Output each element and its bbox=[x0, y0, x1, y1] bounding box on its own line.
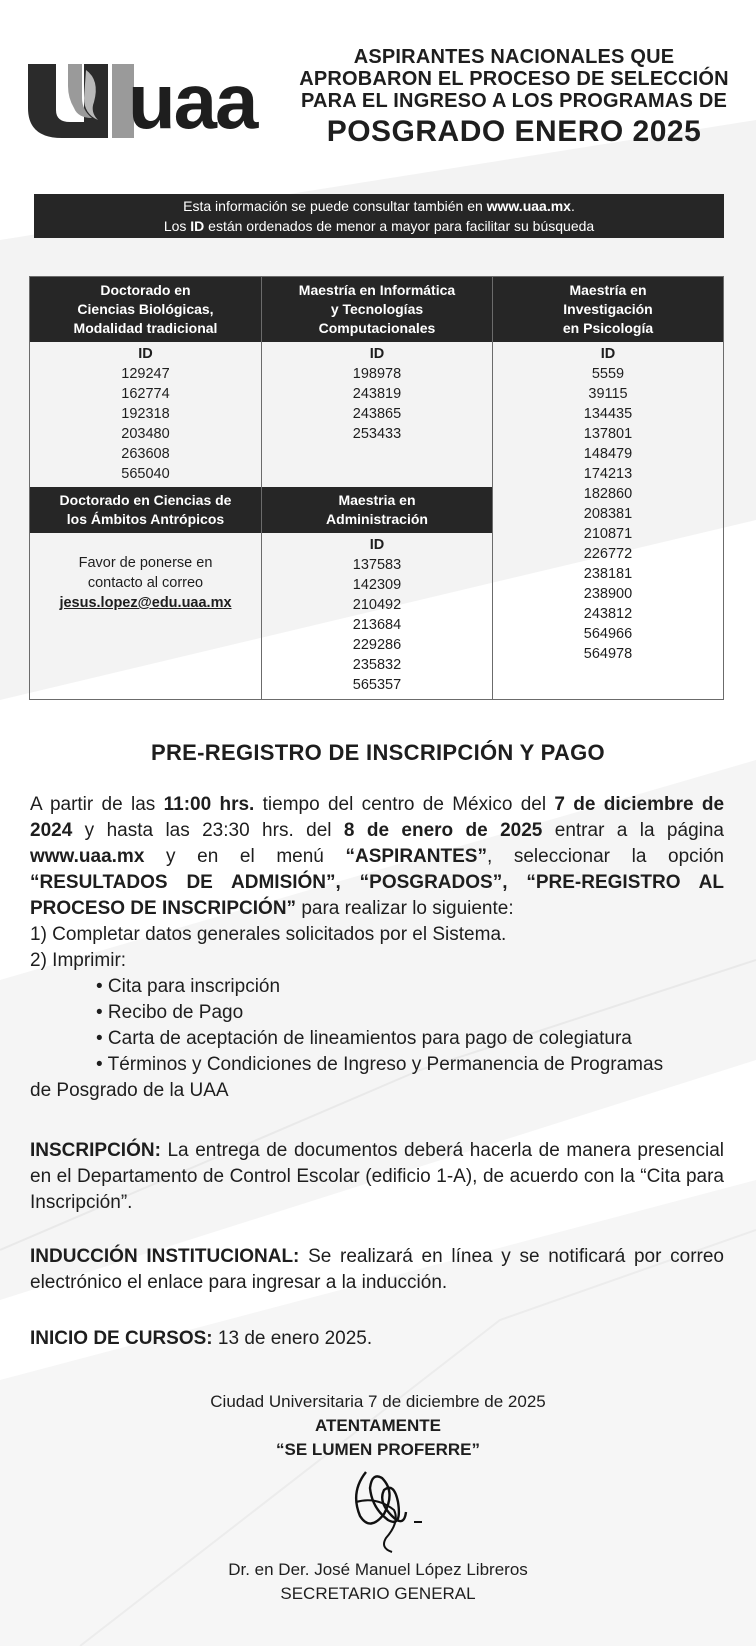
hdr-doc-bio-line-3: Modalidad tradicional bbox=[73, 320, 218, 336]
p1-text: y hasta las 23:30 hrs. del bbox=[72, 820, 344, 841]
signer-name: Dr. en Der. José Manuel López Libreros bbox=[228, 1560, 528, 1579]
id-item: 182860 bbox=[583, 486, 633, 502]
id-item: 229286 bbox=[352, 637, 402, 653]
id-item: 129247 bbox=[121, 366, 170, 382]
signer-position: SECRETARIO GENERAL bbox=[280, 1584, 476, 1603]
inicio-text: 13 de enero 2025. bbox=[212, 1328, 373, 1349]
contact-line-1: Favor de ponerse en bbox=[78, 555, 213, 571]
hdr-da-line-2: los Ámbitos Antrópicos bbox=[66, 511, 225, 527]
bullet-recibo: • Recibo de Pago bbox=[96, 1002, 244, 1023]
hdr-mp-line-3: en Psicología bbox=[562, 320, 654, 336]
p1-text: A partir de las bbox=[30, 794, 164, 815]
inicio-paragraph bbox=[30, 1326, 724, 1352]
info-line-1-prefix: Esta información se puede consultar también en bbox=[183, 198, 487, 214]
id-item: 235832 bbox=[352, 657, 402, 673]
hdr-doc-bio-line-2: Ciencias Biológicas, bbox=[77, 301, 214, 317]
p1-bold-end-date: 8 de enero de 2025 bbox=[343, 820, 543, 841]
id-item: 208381 bbox=[583, 506, 633, 522]
id-item: 5559 bbox=[591, 366, 625, 382]
id-item: 162774 bbox=[121, 386, 170, 402]
hdr-ma-line-1: Maestria en bbox=[338, 492, 416, 508]
step-2: 2) Imprimir: bbox=[30, 950, 127, 971]
p1-text: para realizar lo siguiente: bbox=[296, 898, 514, 919]
hdr-mi-line-2: y Tecnologías bbox=[330, 301, 424, 317]
p1-bold-menu: “ASPIRANTES” bbox=[345, 846, 487, 867]
hdr-ma-line-2: Administración bbox=[326, 511, 428, 527]
p1-text: , seleccionar la opción bbox=[486, 846, 724, 867]
id-header: ID bbox=[138, 346, 153, 362]
ids-maestria-informatica bbox=[262, 342, 492, 444]
id-item: 134435 bbox=[583, 406, 633, 422]
title-line-3: PARA EL INGRESO A LOS PROGRAMAS DE bbox=[300, 90, 728, 112]
hdr-mp-line-2: Investigación bbox=[563, 301, 653, 317]
p1-text: entrar a la página bbox=[542, 820, 724, 841]
id-item: 565040 bbox=[121, 466, 170, 482]
site-link[interactable]: www.uaa.mx bbox=[486, 198, 571, 214]
p1-site-link[interactable]: www.uaa.mx bbox=[30, 846, 145, 867]
p1-bold-options: “RESULTADOS DE ADMISIÓN”, “POSGRADOS”, “PRE-REGISTRO AL PROCESO DE INSCRIPCIÓN” bbox=[30, 872, 724, 919]
section-title-preregistro: PRE-REGISTRO DE INSCRIPCIÓN Y PAGO bbox=[151, 740, 605, 765]
id-item: 226772 bbox=[583, 546, 633, 562]
info-line-2-prefix: Los bbox=[163, 218, 191, 234]
id-item: 210871 bbox=[583, 526, 633, 542]
id-item: 39115 bbox=[588, 386, 628, 402]
hdr-mp-line-1: Maestría en bbox=[569, 282, 647, 298]
ids-maestria-administracion bbox=[262, 533, 492, 695]
bullet-cita: • Cita para inscripción bbox=[96, 976, 281, 997]
hdr-mi-line-1: Maestría en Informática bbox=[298, 282, 456, 298]
inscripcion-paragraph bbox=[30, 1138, 724, 1216]
id-item: 213684 bbox=[352, 617, 402, 633]
id-item: 210492 bbox=[352, 597, 402, 613]
header-doctorado-biologicas bbox=[30, 277, 261, 342]
header-doctorado-antropicos bbox=[30, 487, 261, 533]
id-item: 198978 bbox=[352, 366, 402, 382]
id-item: 564966 bbox=[583, 626, 633, 642]
header-maestria-psicologia bbox=[493, 277, 723, 342]
id-item: 137583 bbox=[352, 557, 402, 573]
id-item: 174213 bbox=[583, 466, 633, 482]
id-header: ID bbox=[369, 346, 385, 362]
id-item: 137801 bbox=[583, 426, 633, 442]
id-item: 148479 bbox=[583, 446, 633, 462]
hdr-mi-line-3: Computacionales bbox=[318, 320, 436, 336]
hdr-doc-bio-line-1: Doctorado en bbox=[100, 282, 191, 298]
inscripcion-label: INSCRIPCIÓN: bbox=[30, 1140, 161, 1161]
inscripcion-text: La entrega de documentos deberá hacerla de manera presencial en el Departamento de Control Escolar (edificio 1-A), de acuerdo con la “Cita para Inscripción”. bbox=[30, 1140, 724, 1213]
id-item: 564978 bbox=[583, 646, 633, 662]
info-line-2-suffix: están ordenados de menor a mayor para facilitar su búsqueda bbox=[204, 218, 595, 234]
contact-line-2: contacto al correo bbox=[87, 575, 204, 591]
id-item: 243812 bbox=[583, 606, 633, 622]
contact-email-link[interactable]: jesus.lopez@edu.uaa.mx bbox=[59, 595, 232, 611]
p1-bold-time: 11:00 hrs. bbox=[163, 794, 255, 815]
induccion-paragraph bbox=[30, 1244, 724, 1296]
preregistro-paragraph bbox=[30, 792, 724, 922]
id-item: 243819 bbox=[352, 386, 402, 402]
title-posgrado: POSGRADO ENERO 2025 bbox=[326, 115, 702, 148]
inicio-label: INICIO DE CURSOS: bbox=[30, 1328, 213, 1349]
ids-doctorado-biologicas bbox=[30, 342, 261, 484]
induccion-text: Se realizará en línea y se notificará por correo electrónico el enlace para ingresar a la inducción. bbox=[30, 1246, 724, 1293]
id-item: 263608 bbox=[121, 446, 170, 462]
ids-maestria-psicologia bbox=[493, 342, 723, 664]
info-line-2-id: ID bbox=[190, 218, 205, 234]
induccion-label: INDUCCIÓN INSTITUCIONAL: bbox=[30, 1246, 300, 1267]
p1-text: tiempo del centro de México del bbox=[254, 794, 555, 815]
title-line-1: ASPIRANTES NACIONALES QUE bbox=[353, 46, 675, 68]
id-header: ID bbox=[600, 346, 616, 362]
id-item: 142309 bbox=[352, 577, 402, 593]
title-line-2: APROBARON EL PROCESO DE SELECCIÓN bbox=[299, 68, 729, 90]
atentamente: ATENTAMENTE bbox=[315, 1416, 441, 1435]
p1-text: y en el menú bbox=[144, 846, 346, 867]
header-maestria-informatica bbox=[262, 277, 492, 342]
info-bar bbox=[34, 194, 724, 238]
place-date: Ciudad Universitaria 7 de diciembre de 2025 bbox=[210, 1392, 546, 1411]
p1-bold-start-date: 7 de diciembre de 2024 bbox=[30, 794, 725, 841]
motto: “SE LUMEN PROFERRE” bbox=[275, 1440, 481, 1459]
info-line-1 bbox=[34, 196, 724, 216]
logo-wordmark: uaa bbox=[128, 57, 257, 145]
header-maestria-administracion bbox=[262, 487, 492, 533]
signer-block bbox=[0, 1558, 756, 1606]
id-item: 253433 bbox=[352, 426, 402, 442]
id-item: 203480 bbox=[121, 426, 170, 442]
hdr-da-line-1: Doctorado en Ciencias de bbox=[59, 492, 232, 508]
signature-icon bbox=[336, 1462, 436, 1558]
info-line-2 bbox=[34, 216, 724, 236]
id-item: 243865 bbox=[352, 406, 402, 422]
bullet-terminos: • Términos y Condiciones de Ingreso y Permanencia de Programas bbox=[96, 1054, 664, 1075]
bullet-terminos-cont: de Posgrado de la UAA bbox=[30, 1080, 229, 1101]
contact-doctorado-antropicos bbox=[30, 553, 261, 613]
id-header: ID bbox=[369, 537, 385, 553]
id-item: 238900 bbox=[583, 586, 633, 602]
info-line-1-suffix: . bbox=[570, 198, 575, 214]
closing-block bbox=[0, 1390, 756, 1462]
id-item: 192318 bbox=[121, 406, 170, 422]
id-item: 238181 bbox=[583, 566, 633, 582]
page-title bbox=[296, 46, 732, 150]
bullet-carta: • Carta de aceptación de lineamientos para pago de colegiatura bbox=[96, 1028, 632, 1049]
programs-table bbox=[29, 276, 724, 700]
preregistro-steps bbox=[30, 922, 724, 1104]
id-item: 565357 bbox=[352, 677, 402, 693]
step-1: 1) Completar datos generales solicitados por el Sistema. bbox=[30, 924, 507, 945]
